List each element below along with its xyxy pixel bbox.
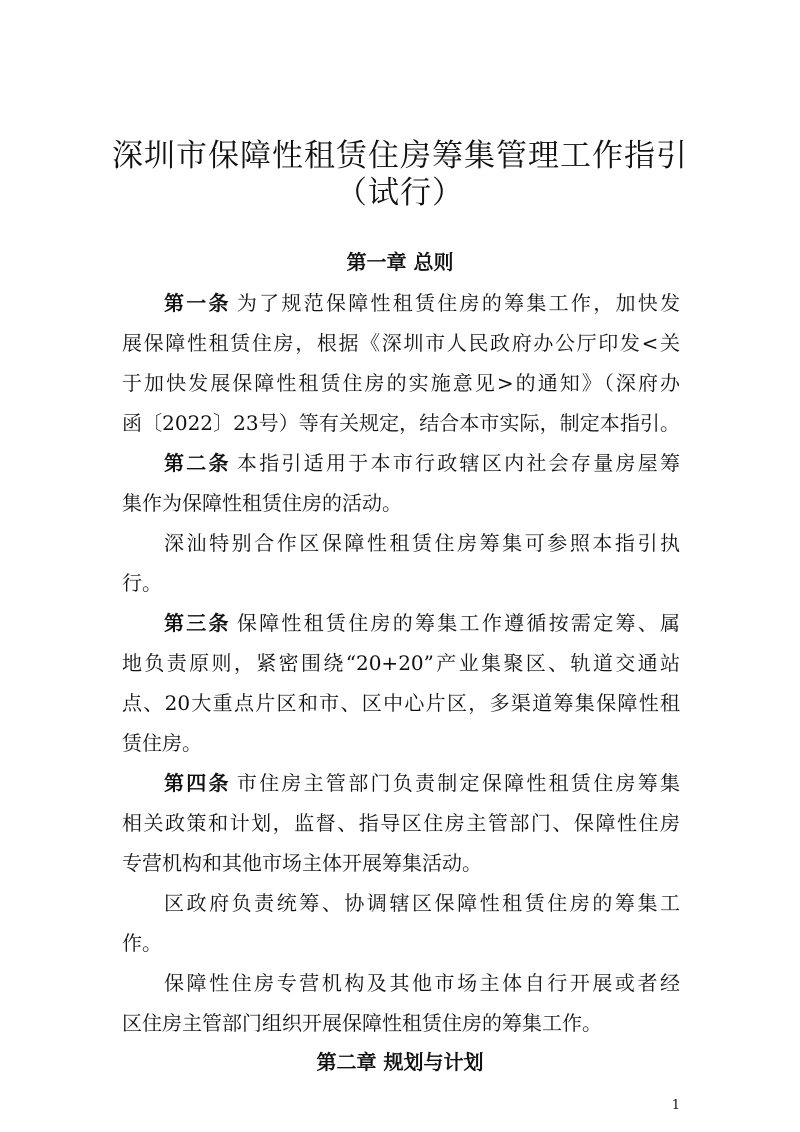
article-3-line-2: 地负责原则，紧密围绕“20+20”产业集聚区、轨道交通站: [122, 651, 680, 675]
article-1-line-3: 于加快发展保障性租赁住房的实施意见>的通知》（深府办: [122, 371, 680, 395]
article-4-para-2-line-1: 区政府负责统筹、协调辖区保障性租赁住房的筹集工: [164, 891, 680, 915]
article-4-para-3-line-2: 区住房主管部门组织开展保障性租赁住房的筹集工作。: [122, 1011, 602, 1035]
article-4-label: 第四条: [164, 771, 231, 795]
article-1-label: 第一条: [164, 291, 231, 315]
article-3-line-3: 点、20大重点片区和市、区中心片区，多渠道筹集保障性租: [122, 691, 680, 715]
page-number: 1: [671, 1098, 680, 1113]
article-1-line-2: 展保障性租赁住房，根据《深圳市人民政府办公厅印发<关: [122, 331, 680, 355]
article-2-text-1: 本指引适用于本市行政辖区内社会存量房屋筹: [236, 451, 681, 475]
article-3-line-4: 赁住房。: [122, 731, 202, 755]
chapter-2-heading: 第二章 规划与计划: [316, 1050, 484, 1074]
article-2-para-2-line-2: 行。: [122, 571, 162, 595]
article-2-line-1: [164, 448, 680, 478]
article-4-line-3: 专营机构和其他市场主体开展筹集活动。: [122, 851, 482, 875]
article-4-line-1: [164, 768, 680, 798]
article-4-para-2-line-2: 作。: [122, 931, 162, 955]
article-3-text-1: 保障性租赁住房的筹集工作遵循按需定筹、属: [236, 611, 681, 635]
article-4-text-1: 市住房主管部门负责制定保障性租赁住房筹集: [236, 771, 681, 795]
article-1-text-1: 为了规范保障性租赁住房的筹集工作，加快发: [236, 291, 681, 315]
article-1-line-1: [164, 288, 680, 318]
article-1-line-4: 函〔2022〕23号）等有关规定，结合本市实际，制定本指引。: [122, 411, 680, 435]
article-3-line-1: [164, 608, 680, 638]
article-4-para-3-line-1: 保障性住房专营机构及其他市场主体自行开展或者经: [164, 971, 680, 995]
article-4-line-2: 相关政策和计划，监督、指导区住房主管部门、保障性住房: [122, 811, 680, 835]
document-title-suffix: （试行）: [336, 175, 464, 211]
article-2-line-2: 集作为保障性租赁住房的活动。: [122, 491, 402, 515]
article-2-label: 第二条: [164, 451, 231, 475]
document-title: 深圳市保障性租赁住房筹集管理工作指引: [112, 138, 688, 174]
article-3-label: 第三条: [164, 611, 231, 635]
chapter-1-heading: 第一章 总则: [346, 250, 454, 274]
article-2-para-2-line-1: 深汕特别合作区保障性租赁住房筹集可参照本指引执: [164, 531, 680, 555]
